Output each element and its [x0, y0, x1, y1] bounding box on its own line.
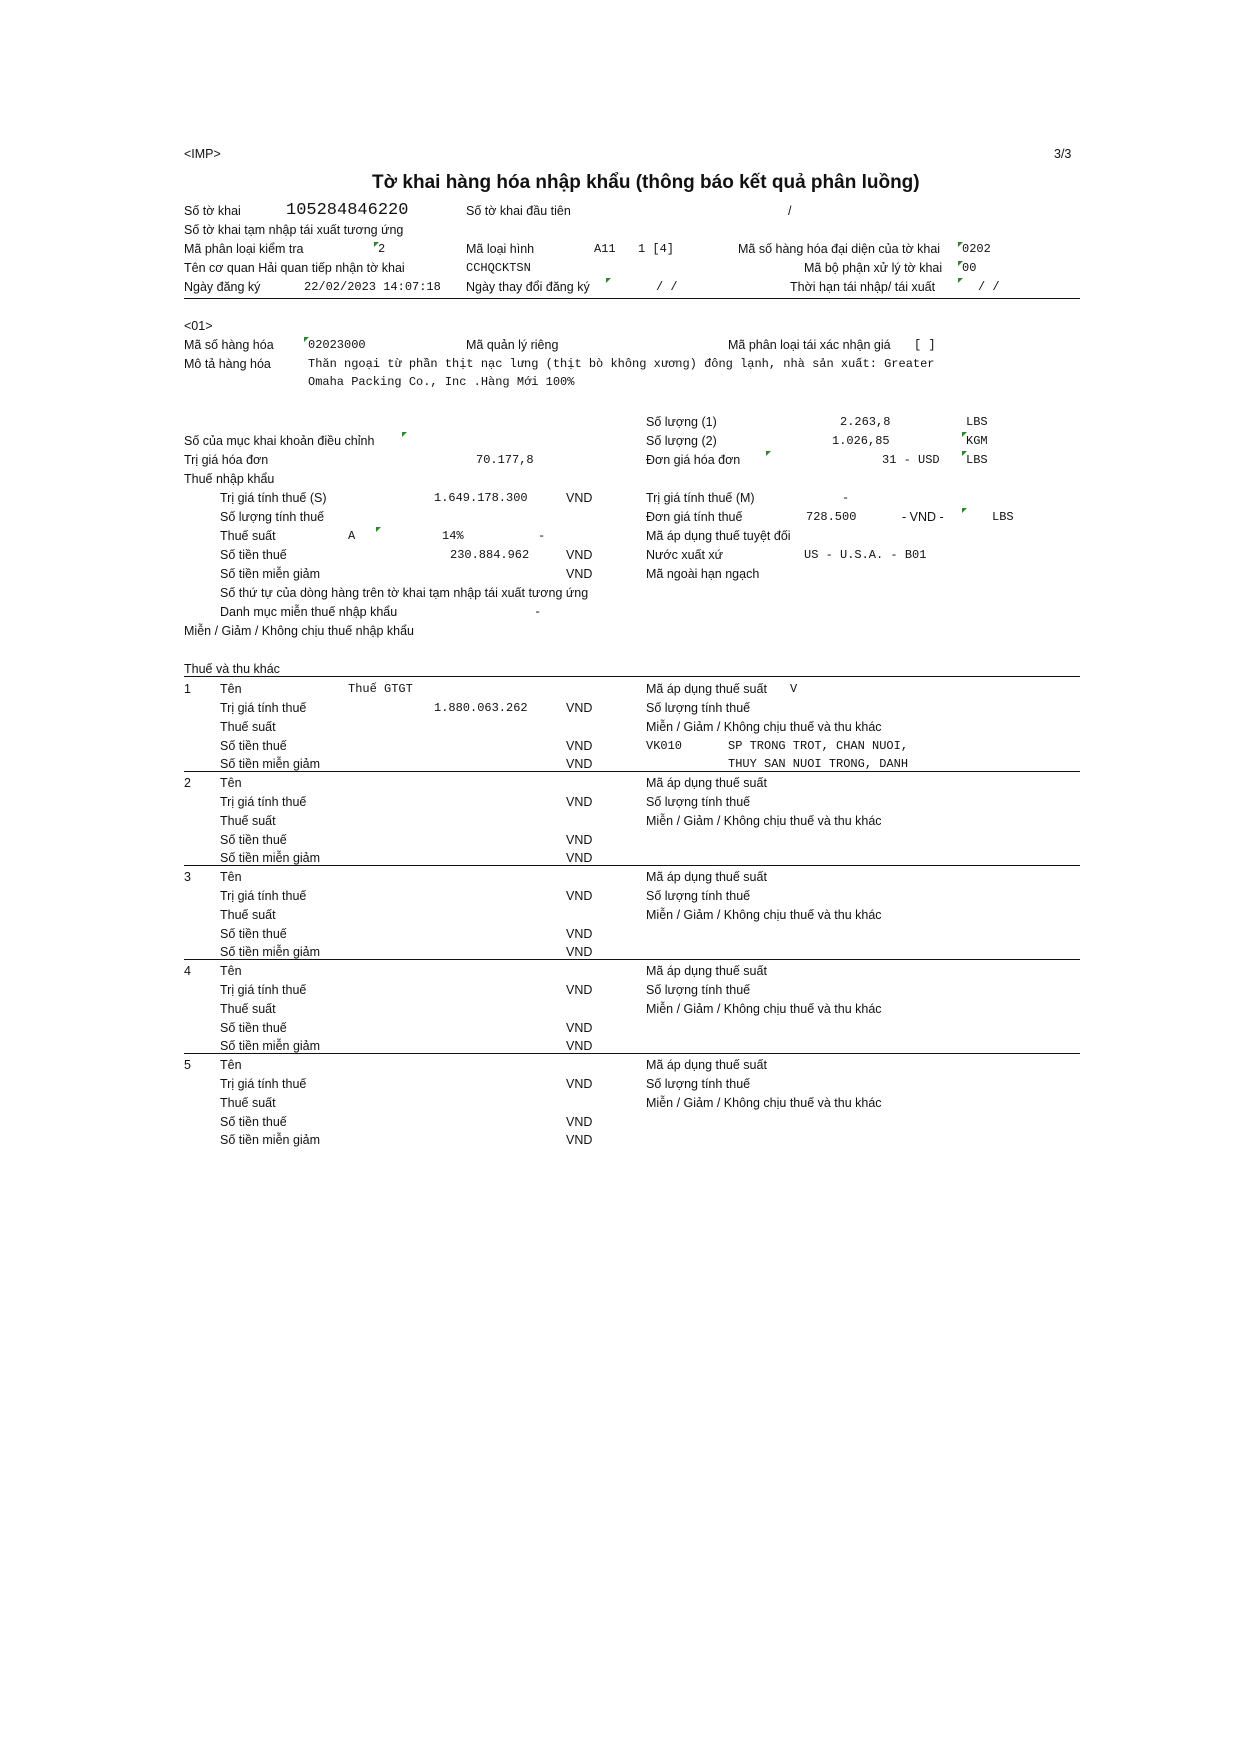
tri-gia-tinh-thue-m-value: - [842, 491, 850, 505]
tax-so-tien-mien-giam-label: Số tiền miễn giảm [220, 757, 321, 771]
tri-gia-hoa-don-value: 70.177,8 [476, 453, 534, 467]
tax-tri-gia-currency: VND [566, 1077, 593, 1091]
page-number: 3/3 [1054, 147, 1072, 161]
tax-thue-suat-label: Thuế suất [220, 908, 276, 922]
don-gia-hoa-don-label: Đơn giá hóa đơn [646, 453, 741, 467]
tax-so-tien-thue-label: Số tiền thuế [220, 833, 287, 847]
tax-so-tien-thue-label: Số tiền thuế [220, 739, 287, 753]
ma-loai-hinh-value: A11 [594, 242, 616, 256]
tax-mien-giam-line-2: THUY SAN NUOI TRONG, DANH [728, 757, 909, 771]
tri-gia-tinh-thue-s-value: 1.649.178.300 [434, 491, 528, 505]
mien-giam-nk-label: Miễn / Giảm / Không chịu thuế nhập khẩu [184, 624, 415, 638]
tax-so-tien-thue-label: Số tiền thuế [220, 1021, 287, 1035]
tax-tri-gia-label: Trị giá tính thuế [220, 889, 307, 903]
tam-nhap-label: Số tờ khai tạm nhập tái xuất tương ứng [184, 223, 404, 237]
tax-ma-ap-dung-label: Mã áp dụng thuế suất [646, 682, 767, 696]
tax-name-label: Tên [220, 1058, 242, 1072]
so-to-khai-dau-tien-label: Số tờ khai đầu tiên [466, 204, 571, 218]
don-gia-tinh-thue-label: Đơn giá tính thuế [646, 510, 743, 524]
ma-so-hang-hoa-value: 02023000 [308, 338, 366, 352]
so-luong-1-unit: LBS [966, 415, 988, 429]
don-gia-hoa-don-value: 31 - USD [882, 453, 940, 467]
tax-row-number: 1 [184, 682, 191, 696]
don-gia-hoa-don-unit: LBS [966, 453, 988, 467]
so-to-khai-dau-tien-separator: / [788, 204, 792, 218]
tax-thue-suat-label: Thuế suất [220, 814, 276, 828]
input-marker [958, 278, 963, 283]
so-luong-2-value: 1.026,85 [832, 434, 890, 448]
tax-so-tien-mien-giam-currency: VND [566, 945, 593, 959]
tax-thue-suat-label: Thuế suất [220, 1096, 276, 1110]
input-marker [402, 432, 407, 437]
tax-so-tien-thue-label: Số tiền thuế [220, 1115, 287, 1129]
don-gia-tinh-thue-value: 728.500 [806, 510, 857, 524]
ma-ngoai-han-ngach-label: Mã ngoài hạn ngạch [646, 567, 760, 581]
tax-so-luong-label: Số lượng tính thuế [646, 889, 751, 903]
tri-gia-hoa-don-label: Trị giá hóa đơn [184, 453, 269, 467]
tax-row [0, 866, 1240, 960]
tax-thue-suat-label: Thuế suất [220, 1002, 276, 1016]
nuoc-xuat-xu-value: US - U.S.A. - B01 [804, 548, 927, 562]
tax-tri-gia-label: Trị giá tính thuế [220, 1077, 307, 1091]
other-taxes-divider [184, 676, 1080, 677]
tax-so-tien-mien-giam-label: Số tiền miễn giảm [220, 851, 321, 865]
thue-nhap-khau-label: Thuế nhập khẩu [184, 472, 275, 486]
tax-row-number: 2 [184, 776, 191, 790]
thoi-han-label: Thời hạn tái nhập/ tái xuất [790, 280, 936, 294]
tax-name-label: Tên [220, 682, 242, 696]
tax-tri-gia-label: Trị giá tính thuế [220, 701, 307, 715]
so-tien-thue-value: 230.884.962 [450, 548, 530, 562]
tax-so-luong-label: Số lượng tính thuế [646, 1077, 751, 1091]
tax-so-tien-thue-currency: VND [566, 1115, 593, 1129]
tax-ma-ap-dung-value: V [790, 682, 798, 696]
thue-suat-code: A [348, 529, 356, 543]
ma-loai-hinh-label: Mã loại hình [466, 242, 535, 256]
mo-ta-line-1: Thăn ngoại từ phần thịt nạc lưng (thịt bò không xương) đông lạnh, nhà sản xuất: Greater [308, 357, 935, 371]
tax-so-tien-mien-giam-currency: VND [566, 1039, 593, 1053]
tax-mien-giam-label: Miễn / Giảm / Không chịu thuế và thu khác [646, 814, 882, 828]
ma-loai-hinh-extra: 1 [4] [638, 242, 675, 256]
tax-tri-gia-label: Trị giá tính thuế [220, 795, 307, 809]
ngay-dang-ky-label: Ngày đăng ký [184, 280, 261, 294]
tax-mien-giam-line-1: SP TRONG TROT, CHAN NUOI, [728, 739, 909, 753]
tax-so-luong-label: Số lượng tính thuế [646, 701, 751, 715]
ma-phan-loai-kiem-tra-value: 2 [378, 242, 386, 256]
co-quan-value: CCHQCKTSN [466, 261, 531, 275]
ma-ap-dung-tuyet-doi-label: Mã áp dụng thuế tuyệt đối [646, 529, 791, 543]
tax-row-number: 4 [184, 964, 191, 978]
so-thu-tu-label: Số thứ tự của dòng hàng trên tờ khai tạm nhập tái xuất tương ứng [220, 586, 589, 600]
tax-mien-giam-label: Miễn / Giảm / Không chịu thuế và thu khác [646, 1002, 882, 1016]
tri-gia-tinh-thue-m-label: Trị giá tính thuế (M) [646, 491, 755, 505]
tax-tri-gia-currency: VND [566, 701, 593, 715]
so-to-khai-label: Số tờ khai [184, 204, 241, 218]
thue-suat-dash: - [538, 529, 546, 543]
tax-ma-ap-dung-label: Mã áp dụng thuế suất [646, 776, 767, 790]
ma-so-hang-hoa-dai-dien-label: Mã số hàng hóa đại diện của tờ khai [738, 242, 941, 256]
so-tien-thue-label: Số tiền thuế [220, 548, 287, 562]
tax-mien-giam-code: VK010 [646, 739, 683, 753]
tax-tri-gia-label: Trị giá tính thuế [220, 983, 307, 997]
tax-mien-giam-label: Miễn / Giảm / Không chịu thuế và thu khác [646, 908, 882, 922]
thue-suat-label: Thuế suất [220, 529, 276, 543]
tax-row-number: 5 [184, 1058, 191, 1072]
tax-name-label: Tên [220, 776, 242, 790]
tax-so-tien-mien-giam-currency: VND [566, 851, 593, 865]
tax-so-tien-thue-label: Số tiền thuế [220, 927, 287, 941]
tax-mien-giam-label: Miễn / Giảm / Không chịu thuế và thu khác [646, 1096, 882, 1110]
tax-ma-ap-dung-label: Mã áp dụng thuế suất [646, 964, 767, 978]
form-code: <IMP> [184, 147, 221, 161]
so-muc-khai-label: Số của mục khai khoản điều chỉnh [184, 434, 375, 448]
tax-so-tien-mien-giam-label: Số tiền miễn giảm [220, 1039, 321, 1053]
so-tien-thue-currency: VND [566, 548, 593, 562]
tax-row [0, 678, 1240, 772]
input-marker [766, 451, 771, 456]
tax-so-tien-mien-giam-currency: VND [566, 757, 593, 771]
co-quan-label: Tên cơ quan Hải quan tiếp nhận tờ khai [184, 261, 405, 275]
tri-gia-tinh-thue-s-label: Trị giá tính thuế (S) [220, 491, 327, 505]
danh-muc-label: Danh mục miễn thuế nhập khẩu [220, 605, 398, 619]
tax-so-tien-mien-giam-label: Số tiền miễn giảm [220, 1133, 321, 1147]
tri-gia-tinh-thue-s-currency: VND [566, 491, 593, 505]
tax-tri-gia-currency: VND [566, 889, 593, 903]
tax-so-tien-thue-currency: VND [566, 739, 593, 753]
ngay-dang-ky-value: 22/02/2023 14:07:18 [304, 280, 441, 294]
mo-ta-label: Mô tả hàng hóa [184, 357, 271, 371]
so-luong-tinh-thue-label: Số lượng tính thuế [220, 510, 325, 524]
tax-name-value: Thuế GTGT [348, 682, 413, 696]
so-tien-mien-giam-label: Số tiền miễn giảm [220, 567, 321, 581]
tax-row [0, 1054, 1240, 1148]
ma-phan-loai-tai-xac-nhan-label: Mã phân loại tái xác nhận giá [728, 338, 891, 352]
bo-phan-label: Mã bộ phận xử lý tờ khai [804, 261, 943, 275]
danh-muc-value: - [534, 605, 542, 619]
so-luong-2-unit: KGM [966, 434, 988, 448]
don-gia-tinh-thue-unit: LBS [992, 510, 1014, 524]
so-luong-1-value: 2.263,8 [840, 415, 891, 429]
so-luong-1-label: Số lượng (1) [646, 415, 717, 429]
don-gia-tinh-thue-currency: - VND - [902, 510, 944, 524]
ma-so-hang-hoa-label: Mã số hàng hóa [184, 338, 274, 352]
so-to-khai-value: 105284846220 [286, 201, 409, 220]
ngay-thay-doi-value: / / [656, 280, 678, 294]
tax-mien-giam-label: Miễn / Giảm / Không chịu thuế và thu khác [646, 720, 882, 734]
tax-so-tien-thue-currency: VND [566, 927, 593, 941]
other-taxes-label: Thuế và thu khác [184, 662, 280, 676]
nuoc-xuat-xu-label: Nước xuất xứ [646, 548, 724, 562]
tax-name-label: Tên [220, 964, 242, 978]
tax-tri-gia-currency: VND [566, 795, 593, 809]
ma-phan-loai-kiem-tra-label: Mã phân loại kiểm tra [184, 242, 304, 256]
tax-tri-gia-currency: VND [566, 983, 593, 997]
tax-row [0, 772, 1240, 866]
ma-phan-loai-tai-xac-nhan-value: [ ] [914, 338, 936, 352]
tax-so-tien-mien-giam-currency: VND [566, 1133, 593, 1147]
thoi-han-value: / / [978, 280, 1000, 294]
ngay-thay-doi-label: Ngày thay đổi đăng ký [466, 280, 590, 294]
input-marker [376, 527, 381, 532]
item-index: <01> [184, 319, 213, 333]
tax-row [0, 960, 1240, 1054]
tax-row-number: 3 [184, 870, 191, 884]
input-marker [606, 278, 611, 283]
input-marker [962, 508, 967, 513]
tax-so-tien-thue-currency: VND [566, 833, 593, 847]
document-title: Tờ khai hàng hóa nhập khẩu (thông báo kết quả phân luồng) [372, 172, 920, 193]
tax-ma-ap-dung-label: Mã áp dụng thuế suất [646, 870, 767, 884]
tax-name-label: Tên [220, 870, 242, 884]
so-luong-2-label: Số lượng (2) [646, 434, 717, 448]
bo-phan-value: 00 [962, 261, 977, 275]
tax-thue-suat-label: Thuế suất [220, 720, 276, 734]
tax-so-tien-thue-currency: VND [566, 1021, 593, 1035]
tax-so-tien-mien-giam-label: Số tiền miễn giảm [220, 945, 321, 959]
declaration-divider [184, 298, 1080, 299]
thue-suat-value: 14% [442, 529, 464, 543]
ma-so-hang-hoa-dai-dien-value: 0202 [962, 242, 991, 256]
mo-ta-line-2: Omaha Packing Co., Inc .Hàng Mới 100% [308, 375, 575, 389]
tax-ma-ap-dung-label: Mã áp dụng thuế suất [646, 1058, 767, 1072]
tax-so-luong-label: Số lượng tính thuế [646, 983, 751, 997]
ma-quan-ly-rieng-label: Mã quản lý riêng [466, 338, 559, 352]
so-tien-mien-giam-currency: VND [566, 567, 593, 581]
tax-so-luong-label: Số lượng tính thuế [646, 795, 751, 809]
tax-tri-gia-value: 1.880.063.262 [434, 701, 528, 715]
